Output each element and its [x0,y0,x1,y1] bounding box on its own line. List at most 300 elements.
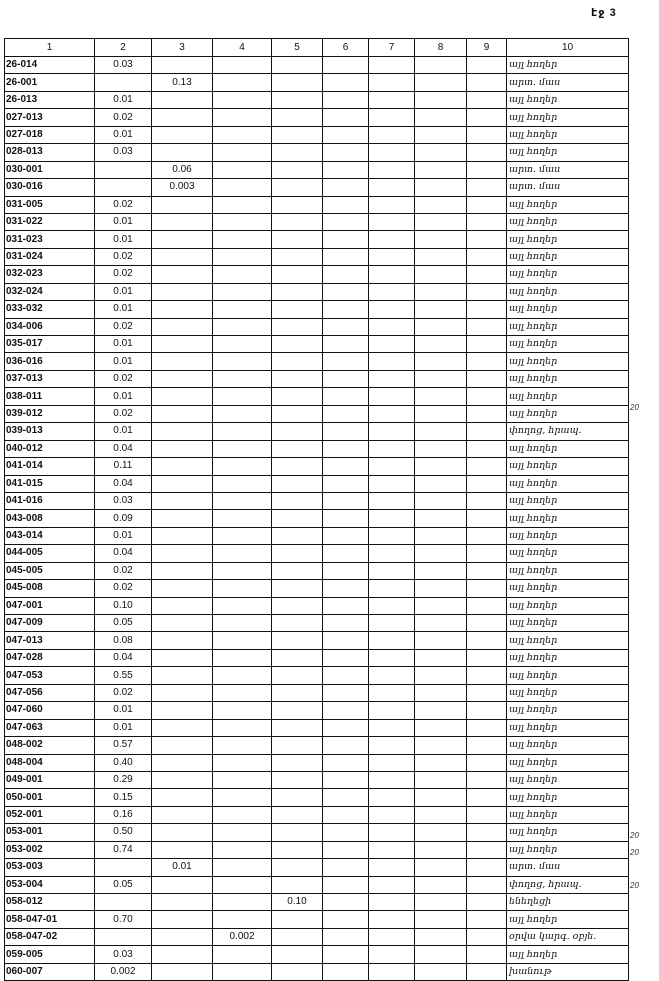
land-type-cell: այլ հողեր [507,649,629,666]
area-col3-cell [152,702,213,719]
empty-cell [415,266,467,283]
area-col2-cell: 0.02 [95,562,152,579]
empty-cell [467,126,507,143]
empty-cell [323,527,369,544]
table-row [5,684,629,701]
area-col4-cell [213,57,272,74]
empty-cell [415,109,467,126]
empty-cell [369,667,415,684]
area-col2-cell: 0.50 [95,824,152,841]
empty-cell [415,789,467,806]
cadastral-code-cell: 053-004 [5,876,95,893]
area-col4-cell [213,894,272,911]
table-row [5,911,629,928]
table-row [5,301,629,318]
area-col3-cell: 0.06 [152,161,213,178]
area-col2-cell [95,859,152,876]
empty-cell [369,876,415,893]
area-col5-cell [272,597,323,614]
area-col2-cell: 0.08 [95,632,152,649]
area-col4-cell [213,824,272,841]
land-type-cell: այլ հողեր [507,667,629,684]
land-type-cell: այլ հողեր [507,580,629,597]
header-row [5,39,629,57]
cadastral-code-cell: 047-013 [5,632,95,649]
land-type-cell: այլ հողեր [507,126,629,143]
land-type-cell: այլ հողեր [507,388,629,405]
area-col4-cell [213,423,272,440]
area-col2-cell: 0.03 [95,946,152,963]
area-col2-cell: 0.04 [95,545,152,562]
empty-cell [323,754,369,771]
empty-cell [467,161,507,178]
empty-cell [467,824,507,841]
land-type-cell: այլ հողեր [507,91,629,108]
area-col2-cell: 0.02 [95,370,152,387]
area-col5-cell [272,841,323,858]
empty-cell [467,876,507,893]
empty-cell [415,684,467,701]
area-col2-cell: 0.02 [95,405,152,422]
land-type-cell: այլ հողեր [507,196,629,213]
cadastral-code-cell: 047-001 [5,597,95,614]
margin-mark: 20 [630,847,639,857]
empty-cell [369,789,415,806]
empty-cell [323,824,369,841]
area-col3-cell [152,894,213,911]
area-col3-cell [152,492,213,509]
cadastral-code-cell: 032-024 [5,283,95,300]
area-col5-cell [272,74,323,91]
land-type-cell: այլ հողեր [507,545,629,562]
cadastral-code-cell: 030-001 [5,161,95,178]
empty-cell [415,458,467,475]
empty-cell [323,57,369,74]
cadastral-code-cell: 039-013 [5,423,95,440]
land-type-cell: այլ հողեր [507,353,629,370]
land-type-cell: այլ հողեր [507,301,629,318]
cadastral-code-cell: 058-047-01 [5,911,95,928]
area-col3-cell [152,928,213,945]
empty-cell [415,545,467,562]
cadastral-code-cell: 044-005 [5,545,95,562]
empty-cell [369,74,415,91]
empty-cell [467,405,507,422]
empty-cell [369,841,415,858]
empty-cell [467,754,507,771]
table-row [5,161,629,178]
empty-cell [415,423,467,440]
area-col2-cell: 0.01 [95,126,152,143]
area-col4-cell [213,702,272,719]
empty-cell [369,597,415,614]
empty-cell [467,91,507,108]
margin-mark: 20 [630,403,639,413]
empty-cell [415,213,467,230]
land-type-cell: այլ հողեր [507,737,629,754]
empty-cell [369,353,415,370]
area-col4-cell [213,684,272,701]
table-row [5,179,629,196]
area-col3-cell: 0.003 [152,179,213,196]
area-col4-cell [213,109,272,126]
empty-cell [467,806,507,823]
page-number: էջ 3 [591,7,617,19]
land-type-cell: այլ հողեր [507,144,629,161]
area-col3-cell [152,527,213,544]
area-col4-cell [213,475,272,492]
area-col4-cell [213,248,272,265]
empty-cell [369,161,415,178]
empty-cell [467,597,507,614]
table-row [5,719,629,736]
column-header: 5 [272,39,323,57]
table-row [5,440,629,457]
empty-cell [323,301,369,318]
empty-cell [369,771,415,788]
cadastral-code-cell: 26-001 [5,74,95,91]
area-col3-cell [152,649,213,666]
empty-cell [415,144,467,161]
area-col5-cell [272,527,323,544]
empty-cell [415,353,467,370]
empty-cell [467,336,507,353]
area-col4-cell [213,527,272,544]
empty-cell [467,946,507,963]
empty-cell [467,213,507,230]
empty-cell [415,841,467,858]
empty-cell [369,126,415,143]
area-col3-cell [152,405,213,422]
area-col5-cell [272,876,323,893]
cadastral-code-cell: 034-006 [5,318,95,335]
area-col3-cell [152,231,213,248]
area-col3-cell [152,806,213,823]
land-type-cell: այլ հողեր [507,806,629,823]
area-col2-cell: 0.04 [95,440,152,457]
area-col2-cell: 0.01 [95,719,152,736]
land-type-cell: այլ հողեր [507,248,629,265]
area-col2-cell: 0.15 [95,789,152,806]
area-col3-cell [152,824,213,841]
empty-cell [369,754,415,771]
empty-cell [415,336,467,353]
area-col3-cell [152,754,213,771]
area-col5-cell [272,248,323,265]
area-col4-cell [213,179,272,196]
area-col4-cell [213,667,272,684]
area-col5-cell [272,405,323,422]
land-type-cell: այլ հողեր [507,911,629,928]
cadastral-code-cell: 053-002 [5,841,95,858]
empty-cell [467,492,507,509]
area-col3-cell [152,336,213,353]
area-col2-cell: 0.01 [95,336,152,353]
area-col5-cell [272,144,323,161]
table-row [5,824,629,841]
area-col3-cell [152,109,213,126]
empty-cell [415,370,467,387]
land-type-cell: արտ. մաս [507,859,629,876]
empty-cell [323,492,369,509]
area-col4-cell [213,74,272,91]
area-col2-cell: 0.02 [95,196,152,213]
area-col2-cell: 0.55 [95,667,152,684]
table-row [5,946,629,963]
empty-cell [415,248,467,265]
area-col2-cell: 0.70 [95,911,152,928]
empty-cell [415,963,467,980]
empty-cell [323,440,369,457]
area-col4-cell [213,370,272,387]
area-col3-cell [152,144,213,161]
empty-cell [323,353,369,370]
land-type-cell: արտ. մաս [507,161,629,178]
area-col5-cell [272,806,323,823]
area-col4-cell [213,301,272,318]
area-col5-cell [272,510,323,527]
area-col3-cell [152,632,213,649]
area-col5-cell [272,580,323,597]
table-row [5,109,629,126]
land-register-table [4,38,629,981]
area-col2-cell: 0.05 [95,615,152,632]
area-col2-cell: 0.29 [95,771,152,788]
land-type-cell: այլ հողեր [507,562,629,579]
table-row [5,213,629,230]
land-type-cell: այլ հողեր [507,527,629,544]
area-col5-cell [272,57,323,74]
land-type-cell: այլ հողեր [507,109,629,126]
area-col4-cell [213,597,272,614]
empty-cell [467,649,507,666]
empty-cell [415,859,467,876]
area-col2-cell: 0.002 [95,963,152,980]
table-row [5,266,629,283]
empty-cell [369,702,415,719]
area-col5-cell [272,963,323,980]
area-col3-cell: 0.13 [152,74,213,91]
area-col2-cell: 0.02 [95,248,152,265]
area-col3-cell [152,440,213,457]
area-col3-cell [152,737,213,754]
empty-cell [415,597,467,614]
empty-cell [369,213,415,230]
empty-cell [369,91,415,108]
land-type-cell: այլ հողեր [507,458,629,475]
table-row [5,74,629,91]
empty-cell [415,615,467,632]
table-row [5,597,629,614]
empty-cell [323,615,369,632]
land-type-cell: այլ հողեր [507,702,629,719]
area-col2-cell: 0.74 [95,841,152,858]
empty-cell [323,562,369,579]
cadastral-code-cell: 033-032 [5,301,95,318]
empty-cell [467,318,507,335]
table-row [5,789,629,806]
area-col3-cell: 0.01 [152,859,213,876]
empty-cell [369,492,415,509]
empty-cell [467,283,507,300]
empty-cell [369,963,415,980]
land-type-cell: այլ հողեր [507,510,629,527]
land-type-cell: այլ հողեր [507,771,629,788]
empty-cell [369,405,415,422]
land-type-cell: այլ հողեր [507,336,629,353]
empty-cell [323,109,369,126]
empty-cell [415,91,467,108]
cadastral-code-cell: 26-013 [5,91,95,108]
area-col3-cell [152,126,213,143]
area-col5-cell [272,161,323,178]
empty-cell [467,527,507,544]
area-col3-cell [152,562,213,579]
cadastral-code-cell: 037-013 [5,370,95,387]
cadastral-code-cell: 028-013 [5,144,95,161]
empty-cell [323,423,369,440]
empty-cell [369,824,415,841]
land-type-cell: օրվա կարգ. օբյե. [507,928,629,945]
empty-cell [323,91,369,108]
empty-cell [323,667,369,684]
area-col5-cell [272,388,323,405]
area-col4-cell [213,440,272,457]
empty-cell [415,510,467,527]
area-col5-cell [272,336,323,353]
table-row [5,841,629,858]
column-header: 8 [415,39,467,57]
empty-cell [369,196,415,213]
cadastral-code-cell: 047-063 [5,719,95,736]
cadastral-code-cell: 043-008 [5,510,95,527]
empty-cell [369,266,415,283]
empty-cell [369,580,415,597]
area-col2-cell: 0.01 [95,353,152,370]
empty-cell [467,353,507,370]
area-col3-cell [152,719,213,736]
empty-cell [415,126,467,143]
area-col4-cell [213,126,272,143]
land-type-cell: այլ հողեր [507,492,629,509]
table-row [5,283,629,300]
empty-cell [415,179,467,196]
table-row [5,928,629,945]
empty-cell [415,894,467,911]
area-col3-cell [152,911,213,928]
margin-mark: 20 [630,880,639,890]
empty-cell [323,894,369,911]
land-type-cell: այլ հողեր [507,440,629,457]
area-col3-cell [152,580,213,597]
empty-cell [323,126,369,143]
empty-cell [467,231,507,248]
empty-cell [369,423,415,440]
empty-cell [415,301,467,318]
area-col5-cell [272,754,323,771]
land-type-cell: փողոց, հրապ. [507,423,629,440]
area-col3-cell [152,196,213,213]
cadastral-code-cell: 058-012 [5,894,95,911]
empty-cell [467,702,507,719]
empty-cell [369,510,415,527]
area-col2-cell: 0.01 [95,213,152,230]
empty-cell [323,806,369,823]
empty-cell [467,370,507,387]
cadastral-code-cell: 040-012 [5,440,95,457]
area-col4-cell [213,510,272,527]
empty-cell [323,789,369,806]
cadastral-code-cell: 031-022 [5,213,95,230]
area-col2-cell: 0.02 [95,318,152,335]
area-col5-cell [272,667,323,684]
column-header: 4 [213,39,272,57]
empty-cell [467,74,507,91]
cadastral-code-cell: 052-001 [5,806,95,823]
empty-cell [323,859,369,876]
empty-cell [369,109,415,126]
table-row [5,318,629,335]
empty-cell [467,580,507,597]
table-row [5,859,629,876]
area-col3-cell [152,353,213,370]
empty-cell [323,649,369,666]
empty-cell [323,597,369,614]
cadastral-code-cell: 047-028 [5,649,95,666]
table-row [5,144,629,161]
table-row [5,649,629,666]
empty-cell [415,527,467,544]
empty-cell [369,440,415,457]
empty-cell [467,301,507,318]
empty-cell [323,196,369,213]
area-col5-cell [272,318,323,335]
area-col5-cell [272,283,323,300]
cadastral-code-cell: 047-060 [5,702,95,719]
area-col2-cell [95,928,152,945]
empty-cell [467,248,507,265]
empty-cell [467,475,507,492]
empty-cell [467,562,507,579]
table-row [5,57,629,74]
cadastral-code-cell: 027-018 [5,126,95,143]
cadastral-code-cell: 26-014 [5,57,95,74]
area-col2-cell: 0.03 [95,492,152,509]
empty-cell [369,859,415,876]
land-type-cell: այլ հողեր [507,405,629,422]
empty-cell [415,318,467,335]
area-col2-cell: 0.11 [95,458,152,475]
empty-cell [369,806,415,823]
area-col5-cell [272,737,323,754]
empty-cell [369,458,415,475]
land-type-cell: այլ հողեր [507,789,629,806]
area-col2-cell: 0.01 [95,702,152,719]
area-col3-cell [152,963,213,980]
table-row [5,231,629,248]
table-row [5,632,629,649]
area-col3-cell [152,841,213,858]
area-col2-cell: 0.10 [95,597,152,614]
empty-cell [323,370,369,387]
empty-cell [467,388,507,405]
cadastral-code-cell: 041-014 [5,458,95,475]
area-col2-cell: 0.01 [95,231,152,248]
area-col2-cell: 0.03 [95,144,152,161]
empty-cell [369,615,415,632]
area-col3-cell [152,423,213,440]
table-row [5,737,629,754]
